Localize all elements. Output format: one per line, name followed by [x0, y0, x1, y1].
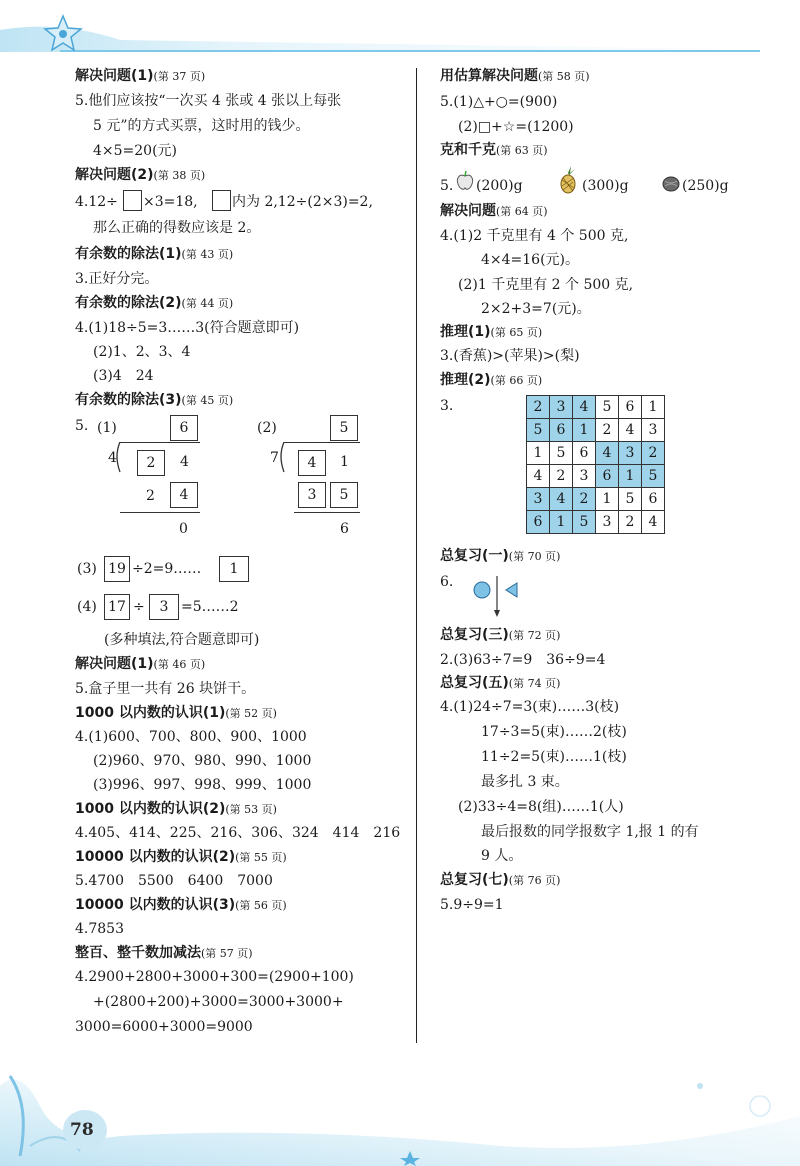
product-box: 4 — [170, 482, 198, 508]
answer-line: 3000=6000+3000=9000 — [75, 1019, 253, 1035]
grid-cell: 1 — [596, 488, 619, 511]
divisor: 7 — [270, 450, 279, 466]
division-bar — [120, 442, 200, 443]
apple-icon — [455, 170, 475, 192]
grid-cell: 6 — [550, 419, 573, 442]
answer-line: 4.12÷ — [75, 194, 118, 210]
answer-line: 4×5=20(元) — [93, 143, 178, 159]
answer-line: 5 元”的方式买票，这时用的钱少。 — [93, 118, 310, 134]
note-line: (多种填法,符合题意即可) — [104, 632, 260, 648]
answer-line: ÷ — [133, 599, 145, 615]
section-title: 有余数的除法(1)(第 43 页) — [75, 246, 234, 262]
grid-cell: 3 — [573, 465, 596, 488]
section-title: 1000 以内数的认识(2)(第 53 页) — [75, 801, 277, 817]
grid-cell: 2 — [527, 396, 550, 419]
grid-cell: 4 — [596, 442, 619, 465]
grid-cell: 5 — [642, 465, 665, 488]
section-title: 整百、整千数加减法(第 57 页) — [75, 945, 253, 961]
section-title: 克和千克(第 63 页) — [440, 142, 548, 158]
section-title: 有余数的除法(2)(第 44 页) — [75, 295, 234, 311]
grid-cell: 1 — [550, 511, 573, 534]
section-title: 推理(2)(第 66 页) — [440, 372, 543, 388]
grid-row — [527, 396, 665, 419]
answer-box: 3 — [149, 594, 179, 620]
product-digit: 2 — [146, 488, 155, 504]
grid-row — [527, 442, 665, 465]
remainder: 0 — [179, 521, 188, 537]
answer-line: (2)960、970、980、990、1000 — [93, 753, 312, 769]
grid-cell: 4 — [550, 488, 573, 511]
quotient-box: 6 — [170, 415, 198, 441]
section-title: 总复习(一)(第 70 页) — [440, 548, 561, 564]
grid-cell: 5 — [596, 396, 619, 419]
grid-cell: 6 — [619, 396, 642, 419]
blank-box — [123, 190, 142, 211]
answer-line: 4×4=16(元)。 — [481, 252, 580, 268]
fruit-icon — [662, 176, 680, 192]
grid-cell: 2 — [642, 442, 665, 465]
grid-cell: 2 — [573, 488, 596, 511]
answer-line: 5.盒子里一共有 26 块饼干。 — [75, 681, 256, 697]
answer-line: 最多扎 3 束。 — [481, 774, 569, 790]
subtraction-bar — [294, 512, 360, 513]
dividend-box: 2 — [137, 450, 165, 476]
grid-cell: 5 — [550, 442, 573, 465]
grid-cell: 6 — [642, 488, 665, 511]
question-label: 6. — [440, 574, 454, 590]
section-title: 总复习(三)(第 72 页) — [440, 627, 561, 643]
quotient-box: 5 — [330, 415, 358, 441]
remainder: 6 — [340, 521, 349, 537]
section-title: 解决问题(第 64 页) — [440, 203, 548, 219]
subquestion-label: (4) — [77, 599, 97, 615]
answer-line: 5. — [440, 178, 454, 194]
section-title: 解决问题(1)(第 37 页) — [75, 68, 206, 84]
answer-line: (2)□+☆=(1200) — [458, 119, 574, 135]
section-title: 10000 以内数的认识(2)(第 55 页) — [75, 849, 287, 865]
section-title: 1000 以内数的认识(1)(第 52 页) — [75, 705, 277, 721]
grid-cell: 5 — [619, 488, 642, 511]
section-title: 推理(1)(第 65 页) — [440, 324, 543, 340]
answer-line: 4.(1)600、700、800、900、1000 — [75, 729, 307, 745]
division-bar — [284, 442, 360, 443]
answer-line: ×3=18, — [143, 194, 198, 210]
section-title: 总复习(七)(第 76 页) — [440, 872, 561, 888]
grid-cell: 4 — [619, 419, 642, 442]
answer-line: (250)g — [682, 178, 729, 194]
star-logo-icon — [38, 12, 88, 56]
answer-line: 4.405、414、225、216、306、324 414 216 — [75, 825, 401, 841]
symmetry-figure — [470, 574, 530, 620]
subquestion-label: (3) — [77, 561, 97, 577]
answer-line: (2)1、2、3、4 — [93, 344, 191, 360]
subquestion-label: (2) — [257, 420, 277, 436]
answer-line: 4.7853 — [75, 921, 124, 937]
answer-line: 最后报数的同学报数字 1,报 1 的有 — [481, 824, 699, 840]
answer-line: 5.(1)△+○=(900) — [440, 94, 558, 110]
grid-cell: 3 — [642, 419, 665, 442]
answer-line: 5.4700 5500 6400 7000 — [75, 873, 273, 889]
answer-line: 4.(1)18÷5=3……3(符合题意即可) — [75, 320, 300, 336]
header-rule — [60, 50, 760, 52]
answer-line: =5……2 — [181, 599, 239, 615]
answer-line: 内为 2,12÷(2×3)=2, — [232, 194, 373, 210]
blank-box — [212, 190, 231, 211]
grid-cell: 3 — [527, 488, 550, 511]
question-label: 5. — [75, 418, 89, 434]
subquestion-label: (1) — [97, 420, 117, 436]
answer-line: (3)4 24 — [93, 368, 154, 384]
answer-box: 19 — [104, 556, 130, 582]
answer-box: 1 — [219, 556, 249, 582]
answer-line: (200)g — [476, 178, 523, 194]
answer-line: ÷2=9…… — [132, 561, 202, 577]
divisor: 4 — [108, 450, 117, 466]
dividend-box: 4 — [298, 450, 326, 476]
grid-cell: 3 — [550, 396, 573, 419]
section-title: 解决问题(1)(第 46 页) — [75, 656, 206, 672]
grid-cell: 4 — [573, 396, 596, 419]
answer-line: 4.(1)2 千克里有 4 个 500 克, — [440, 228, 629, 244]
dividend-digit: 4 — [180, 454, 189, 470]
answer-line: 17÷3=5(束)……2(枝) — [481, 724, 627, 740]
section-title: 有余数的除法(3)(第 45 页) — [75, 392, 234, 408]
page-number: 78 — [70, 1120, 94, 1140]
answer-line: (2)1 千克里有 2 个 500 克, — [458, 277, 634, 293]
section-title: 总复习(五)(第 74 页) — [440, 675, 561, 691]
grid-cell: 5 — [573, 511, 596, 534]
grid-cell: 4 — [642, 511, 665, 534]
sudoku-grid — [526, 395, 665, 534]
grid-row — [527, 465, 665, 488]
grid-cell: 1 — [619, 465, 642, 488]
product-box: 5 — [330, 482, 358, 508]
grid-row — [527, 511, 665, 534]
answer-box: 17 — [104, 594, 130, 620]
section-title: 解决问题(2)(第 38 页) — [75, 167, 206, 183]
answer-line: 11÷2=5(束)……1(枝) — [481, 749, 627, 765]
grid-row — [527, 488, 665, 511]
grid-cell: 3 — [619, 442, 642, 465]
answer-line: 5.9÷9=1 — [440, 897, 504, 913]
answer-line: 4.(1)24÷7=3(束)……3(枝) — [440, 699, 620, 715]
grid-cell: 6 — [573, 442, 596, 465]
product-box: 3 — [298, 482, 326, 508]
answer-line: (2)33÷4=8(组)……1(人) — [458, 799, 624, 815]
answer-line: 9 人。 — [481, 848, 523, 864]
grid-cell: 3 — [596, 511, 619, 534]
answer-line: +(2800+200)+3000=3000+3000+ — [93, 994, 344, 1010]
grid-cell: 2 — [596, 419, 619, 442]
column-divider — [416, 68, 417, 1043]
grid-cell: 6 — [527, 511, 550, 534]
answer-line: 3.(香蕉)>(苹果)>(梨) — [440, 348, 580, 364]
answer-line: 那么正确的得数应该是 2。 — [93, 220, 261, 236]
grid-cell: 1 — [527, 442, 550, 465]
grid-row — [527, 419, 665, 442]
subtraction-bar — [120, 512, 200, 513]
section-title: 10000 以内数的认识(3)(第 56 页) — [75, 897, 287, 913]
answer-line: 2.(3)63÷7=9 36÷9=4 — [440, 652, 606, 668]
grid-cell: 1 — [642, 396, 665, 419]
question-label: 3. — [440, 398, 454, 414]
answer-line: 3.正好分完。 — [75, 271, 159, 287]
answer-line: (3)996、997、998、999、1000 — [93, 777, 312, 793]
section-title: 用估算解决问题(第 58 页) — [440, 68, 590, 84]
pineapple-icon — [557, 164, 579, 194]
dividend-digit: 1 — [340, 454, 349, 470]
answer-line: 5.他们应该按“一次买 4 张或 4 张以上每张 — [75, 93, 342, 109]
grid-cell: 4 — [527, 465, 550, 488]
grid-cell: 2 — [619, 511, 642, 534]
grid-cell: 5 — [527, 419, 550, 442]
answer-line: 2×2+3=7(元)。 — [481, 301, 591, 317]
grid-cell: 1 — [573, 419, 596, 442]
footer-decoration — [0, 1046, 800, 1166]
grid-cell: 6 — [596, 465, 619, 488]
answer-line: 4.2900+2800+3000+300=(2900+100) — [75, 969, 354, 985]
answer-line: (300)g — [582, 178, 629, 194]
grid-cell: 2 — [550, 465, 573, 488]
